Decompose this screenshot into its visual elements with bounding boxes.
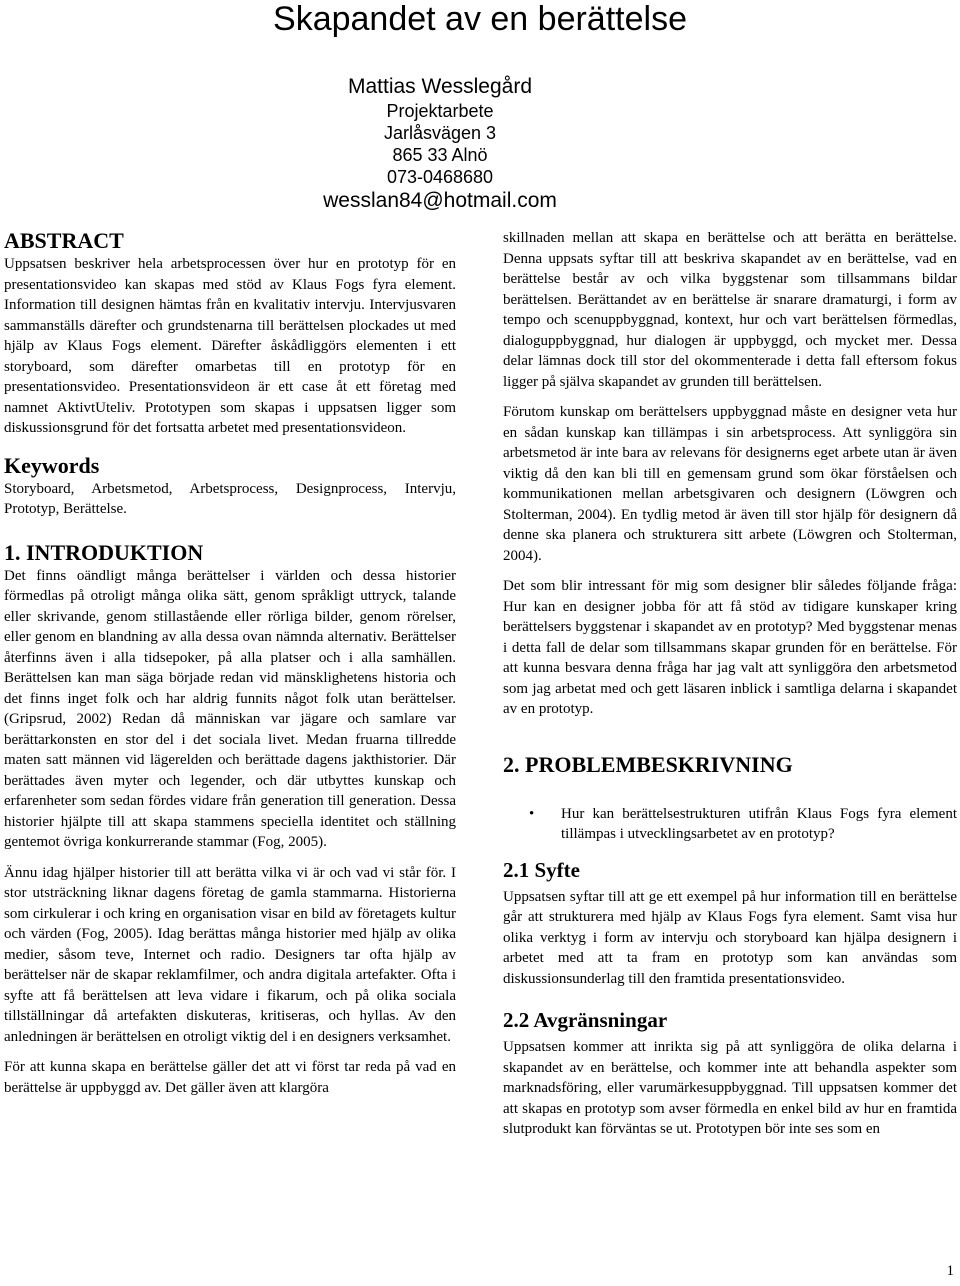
author-block	[280, 74, 600, 214]
intro-paragraph: För att kunna skapa en berättelse gäller det att vi först tar reda på vad en berättelse är uppbyggd av. Det gäller även att klargöra	[4, 1059, 456, 1096]
delimitations-text: Uppsatsen kommer att inrikta sig på att synliggöra de olika delarna i skapandet av en berättelse, och kommer inte att behandla aspekter som marknadsföring, eller varumärkesuppbyggnad. Till uppsatsen kommer det att skapas en prototyp som avser förmedla en enkel bild av hur en framtida slutprodukt kan förväntas se ut. Prototypen bör inte ses som en	[503, 1039, 957, 1137]
problem-question: • Hur kan berättelsestrukturen utifrån Klaus Fogs fyra element tillämpas i utvecklingsarbetet av en prototyp?	[561, 804, 957, 845]
abstract-text: Uppsatsen beskriver hela arbetsprocessen över hur en prototyp för en presentationsvideo kan skapas med stöd av Klaus Fogs fyra element. Information till designen hämtas från en kvalitativ intervju. Intervjusvaren sammanställs därefter och grundstenarna till berättelsen plockades ut med hjälp av Klaus Fogs element. Därefter åskådliggörs elementen i ett storyboard, som därefter omarbetas till en prototyp för en presentationsvideo. Presentationsvideon är ett case åt ett företag med namnet AktivtUteliv. Prototypen som skapas i uppsatsen ligger som diskussionsgrund för det fortsatta arbetet med presentationsvideon.	[4, 256, 456, 436]
author-affiliation: Projektarbete	[386, 101, 494, 121]
left-column	[4, 228, 456, 1108]
abstract-heading: ABSTRACT	[4, 228, 124, 253]
author-city: 865 33 Alnö	[392, 145, 488, 165]
keywords-text: Storyboard, Arbetsmetod, Arbetsprocess, Designprocess, Intervju, Prototyp, Berättelse.	[4, 480, 456, 517]
intro-continued-paragraph: skillnaden mellan att skapa en berättelse och att berätta en berättelse. Denna uppsats syftar till att beskriva skapandet av en berättelse, vad en berättelse består av och vilka byggstenar som tillsammans bildar berättelsen. Berättandet av en berättelse är snarare dramaturgi, i form av tempo och scenuppbyggnad, kontext, hur och vart berättelsen förmedlas, dialoguppbyggnad, hur dialogen är uppbyggd, och mycket mer. Dessa delar lämnas dock till stor del okommenterade i detta fall eftersom fokus ligger på själva skapandet av grunden till berättelsen.	[503, 230, 957, 390]
page-number: 1	[946, 1263, 954, 1279]
intro-continued-paragraph: Det som blir intressant för mig som designer blir således följande fråga: Hur kan en designer jobba för att få stöd av tidigare kunskaper kring berättelsers byggstenar i skapandet av en prototyp? Med byggstenar menas i detta fall de delar som tillsammans skapar grunden för en berättelse. För att kunna besvara denna fråga har jag valt att synliggöra den arbetsmetod som jag arbetat med och gett läsaren inblick i samtliga delarna i skapandet av en prototyp.	[503, 578, 957, 717]
purpose-text: Uppsatsen syftar till att ge ett exempel på hur information till en berättelse går att strukturera med hjälp av Klaus Fogs fyra element. Samt visa hur olika verktyg i form av intervju och storyboard kan hjälpa designern i arbetet med att ta fram en prototyp som kan användas som diskussionsunderlag till den framtida presentationsvideo.	[503, 888, 957, 987]
problem-question-list	[503, 804, 957, 845]
author-street: Jarlåsvägen 3	[383, 123, 497, 143]
keywords-heading: Keywords	[4, 452, 100, 478]
introduction-heading: 1. INTRODUKTION	[4, 539, 204, 565]
intro-paragraph: Ännu idag hjälper historier till att berätta vilka vi är och vad vi står för. I stor utsträckning liknar dagens företag de gamla stammarna. Historierna som cirkulerar i och kring en organisation visar en bild av företagets kultur och värden (Fog, 2005). Idag berättas många historier med hjälp av olika medier, såsom teve, Internet och radio. Designers tar ofta hjälp av berättelser när de skapar reklamfilmer, och andra digitala artefakter. Ofta i syfte att få berättelsen att leva vidare i fikarum, och på olika sociala tillställningar då artefakten diskuteras, kritiseras, och hyllas. Av den anledningen är berättelsen en otroligt viktig del i en designers verksamhet.	[4, 864, 456, 1045]
author-email[interactable]: wesslan84@hotmail.com	[323, 189, 557, 212]
paper-title: Skapandet av en berättelse	[273, 0, 687, 38]
purpose-heading: 2.1 Syfte	[503, 857, 580, 882]
delimitations-heading: 2.2 Avgränsningar	[503, 1008, 668, 1032]
intro-paragraph: Det finns oändligt många berättelser i världen och dessa historier förmedlas på otroligt många olika sätt, genom språkligt uttryck, talande eller skrivande, genom stillastående eller rörliga bilder, genom rörelser, eller genom en blandning av alla dessa ovan nämnda alternativ. Berättelser återfinns även i alla tidsepoker, på alla platser och i alla samhällen. Berättelsen kan man säga började redan vid mänsklighetens historia och det finns inget folk och har aldrig funnits något folk utan berättelser. (Gripsrud, 2002) Redan då människan var jägare och samlare var berättarkonsten en stor del i det sociala livet. Medan fruarna tillredde maten satt männen vid lägerelden och berättade dagens jakthistorier. Där berättades även myter och legender, och där utbyttes kunskap och erfarenheter som sedan fördes vidare från generation till generation. Dessa historier hjälpte till att skapa stammens speciella identitet och ställning gentemot övriga konkurrerande stammar (Fog, 2005).	[4, 567, 456, 850]
intro-continued-paragraph: Förutom kunskap om berättelsers uppbyggnad måste en designer veta hur en sådan kunskap kan tillämpas i sin arbetsprocess. Att synliggöra sin arbetsmetod är inte bara av relevans för designerns eget arbete utan är även viktig då den kan bli till en gemensam grund som ökar förståelsen och kommunikationen mellan arbetsgivaren och designern (Löwgren och Stolterman, 2004). En tydlig metod är även till stor hjälp för designern då denne ska planera och strukturera sitt arbete (Löwgren och Stolterman, 2004).	[503, 404, 957, 564]
author-phone: 073-0468680	[386, 167, 494, 187]
author-name: Mattias Wesslegård	[347, 75, 533, 98]
problem-heading: 2. PROBLEMBESKRIVNING	[503, 751, 793, 777]
right-column	[503, 228, 957, 1150]
